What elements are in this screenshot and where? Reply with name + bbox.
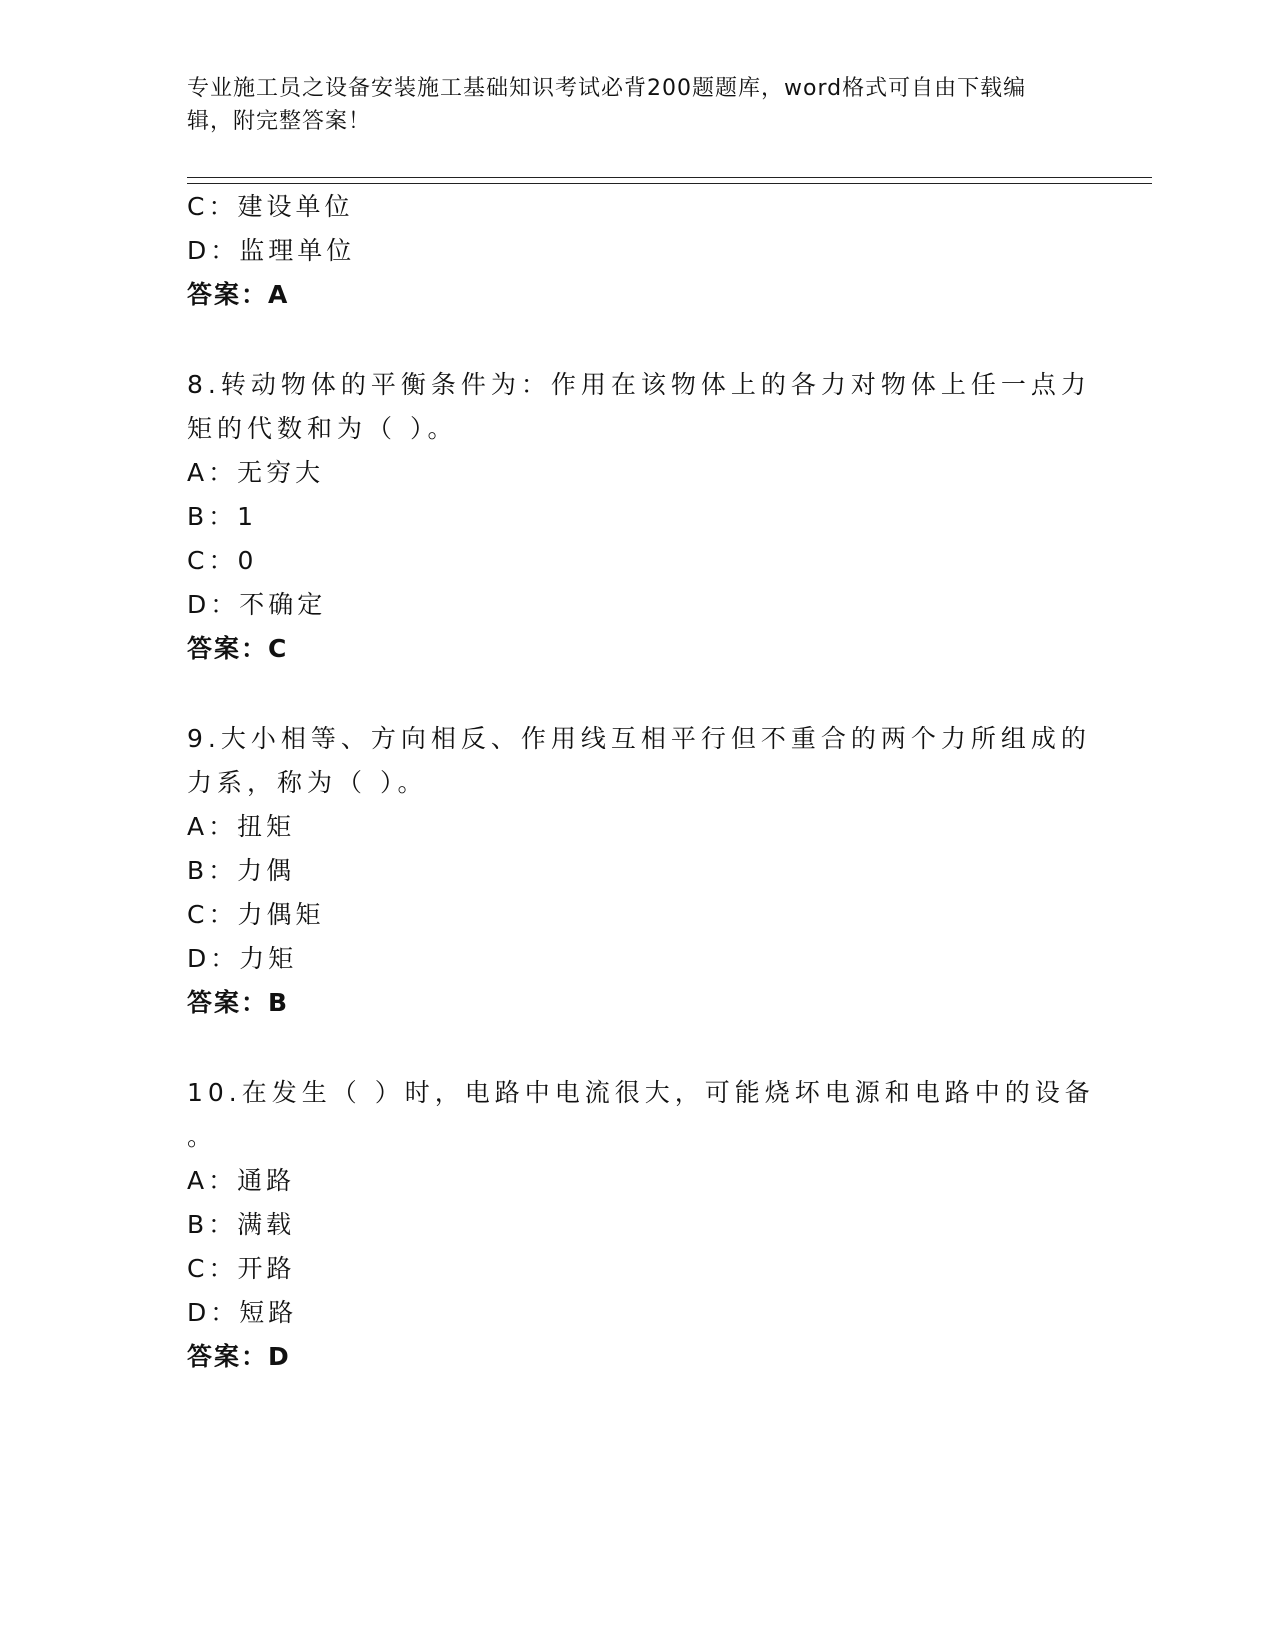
question-10-option-a: A：通路 <box>187 1166 296 1195</box>
prev-answer: 答案：A <box>187 280 290 309</box>
question-8-option-d: D：不确定 <box>187 590 327 619</box>
header-divider-top <box>187 177 1152 178</box>
question-9-option-b: B：力偶 <box>187 856 296 885</box>
question-8-option-c: C：0 <box>187 546 258 575</box>
question-9-option-c: C：力偶矩 <box>187 900 325 929</box>
question-10-option-d: D：短路 <box>187 1298 298 1327</box>
prev-option-d: D：监理单位 <box>187 236 356 265</box>
question-9-option-d: D：力矩 <box>187 944 298 973</box>
question-9-option-a: A：扭矩 <box>187 812 296 841</box>
question-9-stem-line1: 9.大小相等、方向相反、作用线互相平行但不重合的两个力所组成的 <box>187 724 1091 753</box>
question-10-option-b: B：满载 <box>187 1210 296 1239</box>
document-header-title: 专业施工员之设备安装施工基础知识考试必背200题题库，word格式可自由下载编辑，附完整答案！ <box>187 76 1027 134</box>
question-8-stem-line2: 矩的代数和为（ ）。 <box>187 414 458 443</box>
question-10-stem-line2: 。 <box>187 1122 218 1151</box>
question-9-stem-line2: 力系，称为（ ）。 <box>187 768 428 797</box>
header-divider-bottom <box>187 183 1152 184</box>
question-8-option-a: A：无穷大 <box>187 458 325 487</box>
question-9-answer: 答案：B <box>187 988 290 1017</box>
question-8-stem-line1: 8.转动物体的平衡条件为：作用在该物体上的各力对物体上任一点力 <box>187 370 1091 399</box>
question-8-answer: 答案：C <box>187 634 289 663</box>
prev-option-c: C：建设单位 <box>187 192 354 221</box>
question-8-option-b: B：1 <box>187 502 258 531</box>
question-10-option-c: C：开路 <box>187 1254 296 1283</box>
question-10-stem-line1: 10.在发生（ ）时，电路中电流很大，可能烧坏电源和电路中的设备 <box>187 1078 1095 1107</box>
question-10-answer: 答案：D <box>187 1342 291 1371</box>
